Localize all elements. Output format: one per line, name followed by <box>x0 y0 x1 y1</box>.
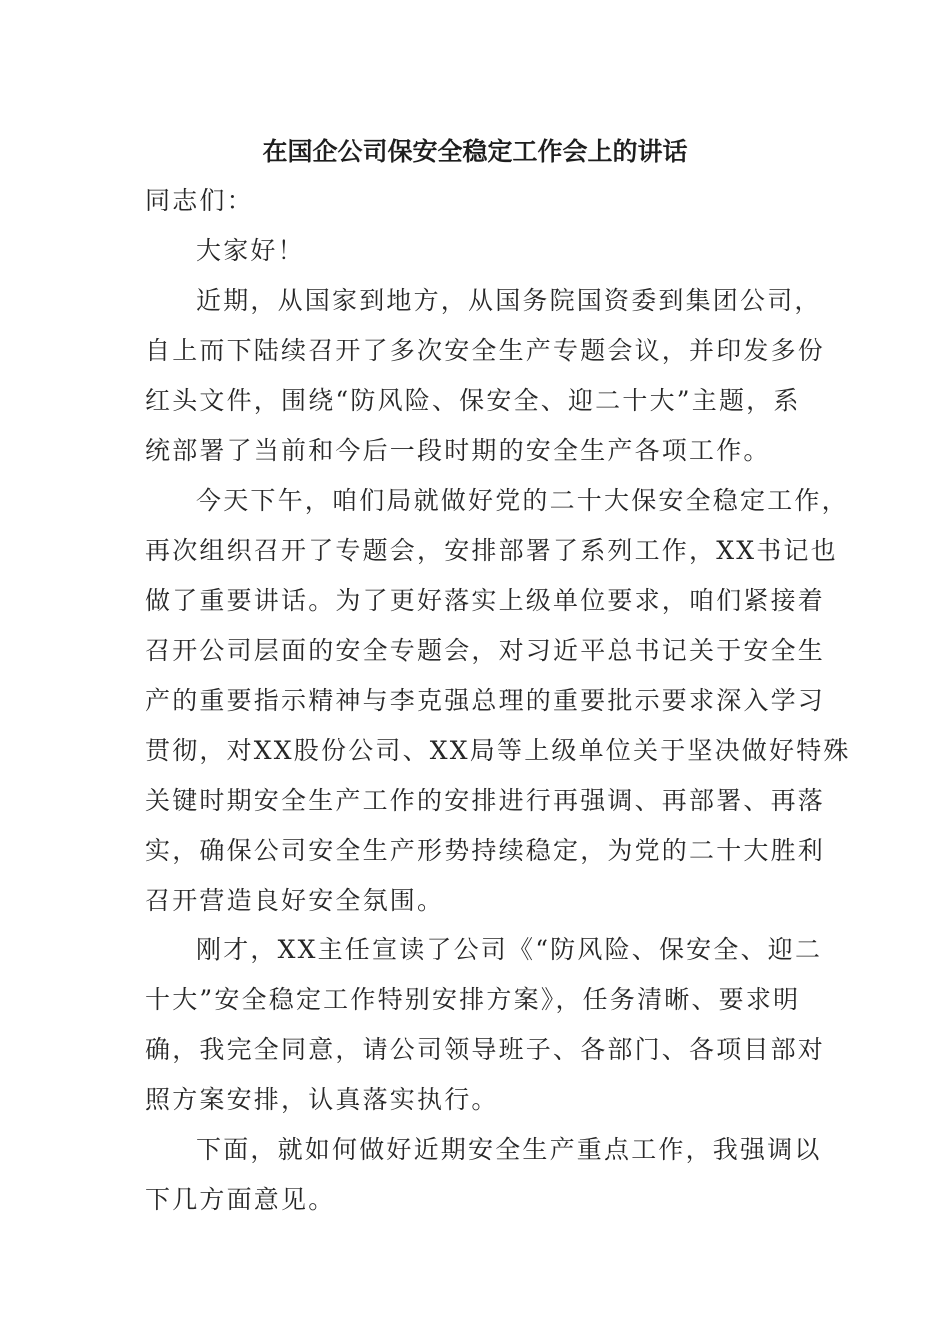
paragraph-line: 实，确保公司安全生产形势持续稳定，为党的二十大胜利 <box>145 836 826 865</box>
paragraph-line: 召开营造良好安全氛围。 <box>145 886 445 915</box>
paragraph-line: 红头文件，围绕“防风险、保安全、迎二十大”主题，系 <box>145 386 801 415</box>
paragraph-line: 自上而下陆续召开了多次安全生产专题会议，并印发多份 <box>145 336 826 365</box>
paragraph-line: 做了重要讲话。为了更好落实上级单位要求，咱们紧接着 <box>145 586 826 615</box>
paragraph-line: 确，我完全同意，请公司领导班子、各部门、各项目部对 <box>145 1035 826 1064</box>
paragraph-line: 十大”安全稳定工作特别安排方案》，任务清晰、要求明 <box>145 985 801 1014</box>
paragraph-line: 统部署了当前和今后一段时期的安全生产各项工作。 <box>145 436 771 465</box>
greeting: 大家好！ <box>196 236 305 265</box>
paragraph-line: 近期，从国家到地方，从国务院国资委到集团公司， <box>196 286 822 315</box>
salutation: 同志们： <box>145 186 254 215</box>
paragraph-line: 产的重要指示精神与李克强总理的重要批示要求深入学习 <box>145 686 826 715</box>
document-title: 在国企公司保安全稳定工作会上的讲话 <box>262 137 688 166</box>
paragraph-line: 刚才，XX主任宣读了公司《“防风险、保安全、迎二 <box>196 935 823 964</box>
paragraph-line: 今天下午，咱们局就做好党的二十大保安全稳定工作， <box>196 486 849 515</box>
paragraph-line: 下面，就如何做好近期安全生产重点工作，我强调以 <box>196 1135 822 1164</box>
paragraph-line: 再次组织召开了专题会，安排部署了系列工作，XX书记也 <box>145 536 838 565</box>
paragraph-line: 下几方面意见。 <box>145 1185 336 1214</box>
paragraph-line: 关键时期安全生产工作的安排进行再强调、再部署、再落 <box>145 786 826 815</box>
paragraph-line: 召开公司层面的安全专题会，对习近平总书记关于安全生 <box>145 636 826 665</box>
paragraph-line: 贯彻，对XX股份公司、XX局等上级单位关于坚决做好特殊 <box>145 736 851 765</box>
paragraph-line: 照方案安排，认真落实执行。 <box>145 1085 499 1114</box>
